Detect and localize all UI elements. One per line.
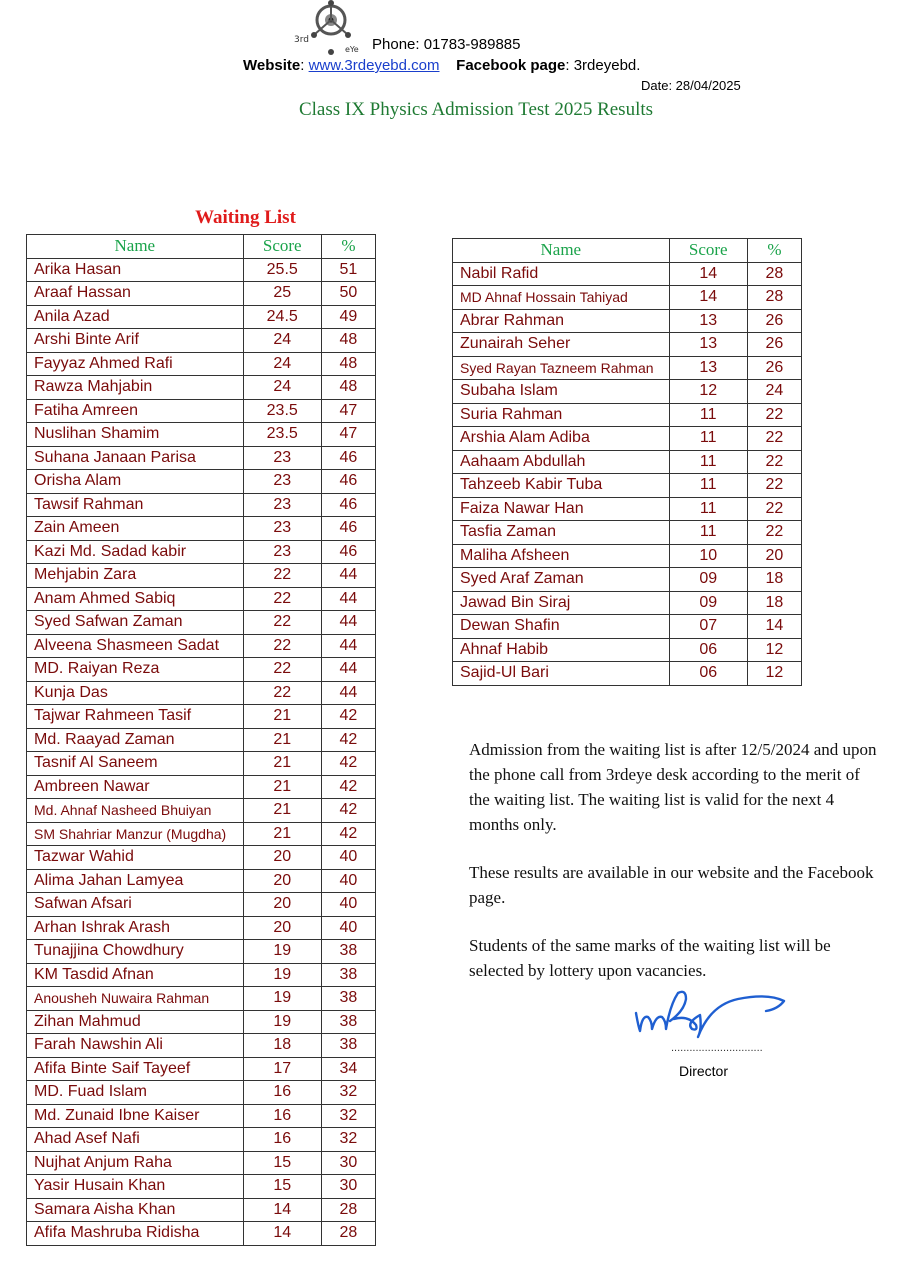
score-cell: 24 — [243, 376, 321, 400]
score-cell: 15 — [243, 1175, 321, 1199]
student-name-cell: Zunairah Seher — [453, 333, 670, 357]
percent-cell: 46 — [321, 517, 375, 541]
score-cell: 21 — [243, 799, 321, 823]
student-name-cell: Anousheh Nuwaira Rahman — [27, 987, 244, 1011]
percent-cell: 42 — [321, 822, 375, 846]
score-cell: 22 — [243, 681, 321, 705]
percent-cell: 22 — [747, 521, 801, 545]
student-name-cell: Dewan Shafin — [453, 615, 670, 639]
student-name-cell: Afifa Mashruba Ridisha — [27, 1222, 244, 1246]
score-cell: 06 — [669, 638, 747, 662]
column-header-name: Name — [27, 235, 244, 259]
website-label: Website — [243, 57, 301, 74]
student-name-cell: MD. Fuad Islam — [27, 1081, 244, 1105]
student-name-cell: Mehjabin Zara — [27, 564, 244, 588]
percent-cell: 20 — [747, 544, 801, 568]
table-row — [27, 1222, 376, 1246]
student-name-cell: Kazi Md. Sadad kabir — [27, 540, 244, 564]
percent-cell: 26 — [747, 333, 801, 357]
table-row — [453, 356, 802, 380]
student-name-cell: Syed Safwan Zaman — [27, 611, 244, 635]
percent-cell: 50 — [321, 282, 375, 306]
student-name-cell: Syed Rayan Tazneem Rahman — [453, 356, 670, 380]
table-row — [27, 963, 376, 987]
score-cell: 14 — [243, 1222, 321, 1246]
score-cell: 23.5 — [243, 399, 321, 423]
table-row — [27, 1128, 376, 1152]
student-name-cell: Anam Ahmed Sabiq — [27, 587, 244, 611]
student-name-cell: Md. Raayad Zaman — [27, 728, 244, 752]
score-cell: 22 — [243, 658, 321, 682]
percent-cell: 49 — [321, 305, 375, 329]
table-row — [453, 286, 802, 310]
score-cell: 09 — [669, 568, 747, 592]
student-name-cell: Abrar Rahman — [453, 309, 670, 333]
student-name-cell: KM Tasdid Afnan — [27, 963, 244, 987]
table-row — [27, 493, 376, 517]
student-name-cell: Fayyaz Ahmed Rafi — [27, 352, 244, 376]
percent-cell: 30 — [321, 1175, 375, 1199]
table-row — [27, 423, 376, 447]
percent-cell: 42 — [321, 728, 375, 752]
table-row — [27, 564, 376, 588]
director-signature — [628, 985, 793, 1045]
score-cell: 14 — [243, 1198, 321, 1222]
score-cell: 23 — [243, 493, 321, 517]
percent-cell: 44 — [321, 681, 375, 705]
facebook-value: 3rdeyebd. — [573, 57, 641, 74]
column-header-percent: % — [747, 239, 801, 263]
percent-cell: 48 — [321, 352, 375, 376]
column-header-name: Name — [453, 239, 670, 263]
percent-cell: 44 — [321, 634, 375, 658]
student-name-cell: Tasfia Zaman — [453, 521, 670, 545]
percent-cell: 38 — [321, 963, 375, 987]
column-header-score: Score — [669, 239, 747, 263]
student-name-cell: Jawad Bin Siraj — [453, 591, 670, 615]
student-name-cell: Orisha Alam — [27, 470, 244, 494]
table-row — [453, 638, 802, 662]
percent-cell: 44 — [321, 611, 375, 635]
document-date: Date: 28/04/2025 — [641, 78, 741, 93]
score-cell: 13 — [669, 356, 747, 380]
table-row — [27, 846, 376, 870]
score-cell: 16 — [243, 1128, 321, 1152]
score-cell: 21 — [243, 822, 321, 846]
table-row — [27, 1198, 376, 1222]
table-row — [27, 329, 376, 353]
percent-cell: 42 — [321, 705, 375, 729]
table-row — [27, 352, 376, 376]
student-name-cell: Rawza Mahjabin — [27, 376, 244, 400]
percent-cell: 44 — [321, 658, 375, 682]
score-cell: 20 — [243, 916, 321, 940]
percent-cell: 44 — [321, 587, 375, 611]
percent-cell: 47 — [321, 423, 375, 447]
percent-cell: 40 — [321, 869, 375, 893]
student-name-cell: Tazwar Wahid — [27, 846, 244, 870]
percent-cell: 42 — [321, 752, 375, 776]
phone-number: Phone: 01783-989885 — [372, 36, 521, 53]
percent-cell: 22 — [747, 497, 801, 521]
contact-line: Website: www.3rdeyebd.com Facebook page: 3rdeyebd. — [243, 57, 641, 74]
score-cell: 21 — [243, 752, 321, 776]
score-cell: 19 — [243, 987, 321, 1011]
table-row — [27, 611, 376, 635]
score-cell: 24 — [243, 352, 321, 376]
student-name-cell: Suria Rahman — [453, 403, 670, 427]
percent-cell: 32 — [321, 1081, 375, 1105]
student-name-cell: Ambreen Nawar — [27, 775, 244, 799]
table-row — [453, 521, 802, 545]
score-cell: 21 — [243, 728, 321, 752]
student-name-cell: SM Shahriar Manzur (Mugdha) — [27, 822, 244, 846]
score-cell: 19 — [243, 940, 321, 964]
page-title: Class IX Physics Admission Test 2025 Results — [298, 99, 654, 120]
table-row — [27, 799, 376, 823]
score-cell: 13 — [669, 309, 747, 333]
percent-cell: 22 — [747, 427, 801, 451]
student-name-cell: Arhan Ishrak Arash — [27, 916, 244, 940]
percent-cell: 51 — [321, 258, 375, 282]
table-row — [27, 305, 376, 329]
score-cell: 12 — [669, 380, 747, 404]
student-name-cell: Zain Ameen — [27, 517, 244, 541]
note-paragraph-availability: These results are available in our website and the Facebook page. — [469, 863, 874, 907]
percent-cell: 28 — [321, 1198, 375, 1222]
percent-cell: 24 — [747, 380, 801, 404]
table-row — [453, 309, 802, 333]
percent-cell: 47 — [321, 399, 375, 423]
student-name-cell: Tunajjina Chowdhury — [27, 940, 244, 964]
student-name-cell: Ahnaf Habib — [453, 638, 670, 662]
percent-cell: 40 — [321, 916, 375, 940]
percent-cell: 48 — [321, 329, 375, 353]
table-row — [27, 775, 376, 799]
score-cell: 25.5 — [243, 258, 321, 282]
percent-cell: 30 — [321, 1151, 375, 1175]
student-name-cell: Safwan Afsari — [27, 893, 244, 917]
table-row — [453, 591, 802, 615]
table-row — [27, 658, 376, 682]
score-cell: 18 — [243, 1034, 321, 1058]
table-row — [453, 450, 802, 474]
student-name-cell: MD Ahnaf Hossain Tahiyad — [453, 286, 670, 310]
student-name-cell: Ahad Asef Nafi — [27, 1128, 244, 1152]
table-row — [27, 517, 376, 541]
student-name-cell: Farah Nawshin Ali — [27, 1034, 244, 1058]
percent-cell: 18 — [747, 568, 801, 592]
percent-cell: 38 — [321, 1034, 375, 1058]
student-name-cell: Tajwar Rahmeen Tasif — [27, 705, 244, 729]
percent-cell: 44 — [321, 564, 375, 588]
score-cell: 23.5 — [243, 423, 321, 447]
score-cell: 16 — [243, 1104, 321, 1128]
table-row — [27, 987, 376, 1011]
score-cell: 20 — [243, 869, 321, 893]
note-paragraph-lottery: Students of the same marks of the waiting list will be selected by lottery upon vacancies. — [469, 936, 831, 980]
percent-cell: 42 — [321, 799, 375, 823]
score-cell: 11 — [669, 497, 747, 521]
score-cell: 23 — [243, 446, 321, 470]
table-row — [27, 705, 376, 729]
student-name-cell: MD. Raiyan Reza — [27, 658, 244, 682]
percent-cell: 14 — [747, 615, 801, 639]
table-row — [27, 470, 376, 494]
table-row — [27, 1010, 376, 1034]
score-cell: 21 — [243, 775, 321, 799]
score-cell: 22 — [243, 634, 321, 658]
table-row — [27, 1081, 376, 1105]
table-row — [453, 568, 802, 592]
table-row — [27, 728, 376, 752]
company-logo — [293, 0, 369, 60]
percent-cell: 28 — [747, 286, 801, 310]
table-header-row — [453, 239, 802, 263]
percent-cell: 12 — [747, 638, 801, 662]
percent-cell: 22 — [747, 474, 801, 498]
student-name-cell: Yasir Husain Khan — [27, 1175, 244, 1199]
student-name-cell: Tasnif Al Saneem — [27, 752, 244, 776]
logo-text-3rd: 3rd — [294, 35, 309, 45]
table-row — [453, 615, 802, 639]
student-name-cell: Tawsif Rahman — [27, 493, 244, 517]
table-row — [27, 940, 376, 964]
student-name-cell: Zihan Mahmud — [27, 1010, 244, 1034]
table-row — [27, 634, 376, 658]
column-header-score: Score — [243, 235, 321, 259]
table-row — [27, 869, 376, 893]
percent-cell: 26 — [747, 356, 801, 380]
score-cell: 22 — [243, 611, 321, 635]
score-cell: 09 — [669, 591, 747, 615]
score-cell: 15 — [243, 1151, 321, 1175]
table-row — [453, 544, 802, 568]
percent-cell: 28 — [747, 262, 801, 286]
table-row — [27, 587, 376, 611]
score-cell: 11 — [669, 474, 747, 498]
score-cell: 23 — [243, 517, 321, 541]
score-cell: 20 — [243, 893, 321, 917]
percent-cell: 22 — [747, 450, 801, 474]
percent-cell: 22 — [747, 403, 801, 427]
table-row — [27, 822, 376, 846]
percent-cell: 40 — [321, 893, 375, 917]
student-name-cell: Faiza Nawar Han — [453, 497, 670, 521]
table-row — [27, 1104, 376, 1128]
table-header-row — [27, 235, 376, 259]
student-name-cell: Md. Ahnaf Nasheed Bhuiyan — [27, 799, 244, 823]
percent-cell: 46 — [321, 540, 375, 564]
score-cell: 14 — [669, 286, 747, 310]
student-name-cell: Araaf Hassan — [27, 282, 244, 306]
student-name-cell: Nabil Rafid — [453, 262, 670, 286]
score-cell: 23 — [243, 470, 321, 494]
percent-cell: 18 — [747, 591, 801, 615]
logo-text-eye: eYe — [345, 45, 359, 54]
student-name-cell: Sajid-Ul Bari — [453, 662, 670, 686]
notes-section — [469, 737, 879, 1006]
waiting-list-title: Waiting List — [195, 207, 296, 228]
student-name-cell: Arika Hasan — [27, 258, 244, 282]
table-row — [453, 474, 802, 498]
note-paragraph-admission: Admission from the waiting list is after 12/5/2024 and upon the phone call from 3rdeye desk according to the merit of the waiting list. The waiting list is valid for the next 4 months only. — [469, 740, 877, 834]
score-cell: 22 — [243, 587, 321, 611]
student-name-cell: Syed Araf Zaman — [453, 568, 670, 592]
table-row — [27, 1057, 376, 1081]
score-cell: 10 — [669, 544, 747, 568]
percent-cell: 32 — [321, 1128, 375, 1152]
table-row — [453, 333, 802, 357]
percent-cell: 46 — [321, 493, 375, 517]
waiting-list-table-left — [26, 234, 376, 1246]
table-row — [27, 540, 376, 564]
score-cell: 06 — [669, 662, 747, 686]
student-name-cell: Tahzeeb Kabir Tuba — [453, 474, 670, 498]
table-row — [453, 380, 802, 404]
score-cell: 25 — [243, 282, 321, 306]
table-row — [27, 1034, 376, 1058]
table-row — [27, 752, 376, 776]
table-row — [27, 282, 376, 306]
table-row — [27, 399, 376, 423]
percent-cell: 46 — [321, 446, 375, 470]
student-name-cell: Arshi Binte Arif — [27, 329, 244, 353]
percent-cell: 26 — [747, 309, 801, 333]
percent-cell: 38 — [321, 940, 375, 964]
score-cell: 14 — [669, 262, 747, 286]
score-cell: 16 — [243, 1081, 321, 1105]
table-row — [27, 893, 376, 917]
table-row — [27, 681, 376, 705]
score-cell: 07 — [669, 615, 747, 639]
percent-cell: 46 — [321, 470, 375, 494]
score-cell: 24 — [243, 329, 321, 353]
student-name-cell: Md. Zunaid Ibne Kaiser — [27, 1104, 244, 1128]
student-name-cell: Suhana Janaan Parisa — [27, 446, 244, 470]
table-row — [453, 262, 802, 286]
student-name-cell: Aahaam Abdullah — [453, 450, 670, 474]
table-row — [27, 376, 376, 400]
score-cell: 24.5 — [243, 305, 321, 329]
student-name-cell: Arshia Alam Adiba — [453, 427, 670, 451]
table-row — [453, 427, 802, 451]
score-cell: 17 — [243, 1057, 321, 1081]
score-cell: 23 — [243, 540, 321, 564]
percent-cell: 48 — [321, 376, 375, 400]
student-name-cell: Fatiha Amreen — [27, 399, 244, 423]
percent-cell: 38 — [321, 987, 375, 1011]
percent-cell: 40 — [321, 846, 375, 870]
student-name-cell: Alima Jahan Lamyea — [27, 869, 244, 893]
score-cell: 19 — [243, 1010, 321, 1034]
student-name-cell: Nujhat Anjum Raha — [27, 1151, 244, 1175]
student-name-cell: Subaha Islam — [453, 380, 670, 404]
percent-cell: 12 — [747, 662, 801, 686]
table-row — [27, 1175, 376, 1199]
signatory-title: Director — [679, 1063, 729, 1079]
table-row — [27, 446, 376, 470]
table-row — [453, 403, 802, 427]
table-row — [27, 258, 376, 282]
table-row — [453, 497, 802, 521]
score-cell: 11 — [669, 403, 747, 427]
waiting-list-table-right — [452, 238, 802, 686]
score-cell: 11 — [669, 521, 747, 545]
score-cell: 19 — [243, 963, 321, 987]
signature-line: .............................. — [671, 1042, 763, 1054]
student-name-cell: Afifa Binte Saif Tayeef — [27, 1057, 244, 1081]
website-link[interactable]: www.3rdeyebd.com — [308, 57, 440, 74]
score-cell: 20 — [243, 846, 321, 870]
facebook-label: Facebook page — [456, 57, 566, 74]
percent-cell: 42 — [321, 775, 375, 799]
table-row — [27, 916, 376, 940]
student-name-cell: Alveena Shasmeen Sadat — [27, 634, 244, 658]
score-cell: 13 — [669, 333, 747, 357]
percent-cell: 34 — [321, 1057, 375, 1081]
column-header-percent: % — [321, 235, 375, 259]
score-cell: 22 — [243, 564, 321, 588]
student-name-cell: Samara Aisha Khan — [27, 1198, 244, 1222]
table-row — [453, 662, 802, 686]
score-cell: 11 — [669, 450, 747, 474]
percent-cell: 28 — [321, 1222, 375, 1246]
score-cell: 11 — [669, 427, 747, 451]
table-row — [27, 1151, 376, 1175]
student-name-cell: Anila Azad — [27, 305, 244, 329]
student-name-cell: Kunja Das — [27, 681, 244, 705]
percent-cell: 38 — [321, 1010, 375, 1034]
score-cell: 21 — [243, 705, 321, 729]
percent-cell: 32 — [321, 1104, 375, 1128]
student-name-cell: Nuslihan Shamim — [27, 423, 244, 447]
student-name-cell: Maliha Afsheen — [453, 544, 670, 568]
